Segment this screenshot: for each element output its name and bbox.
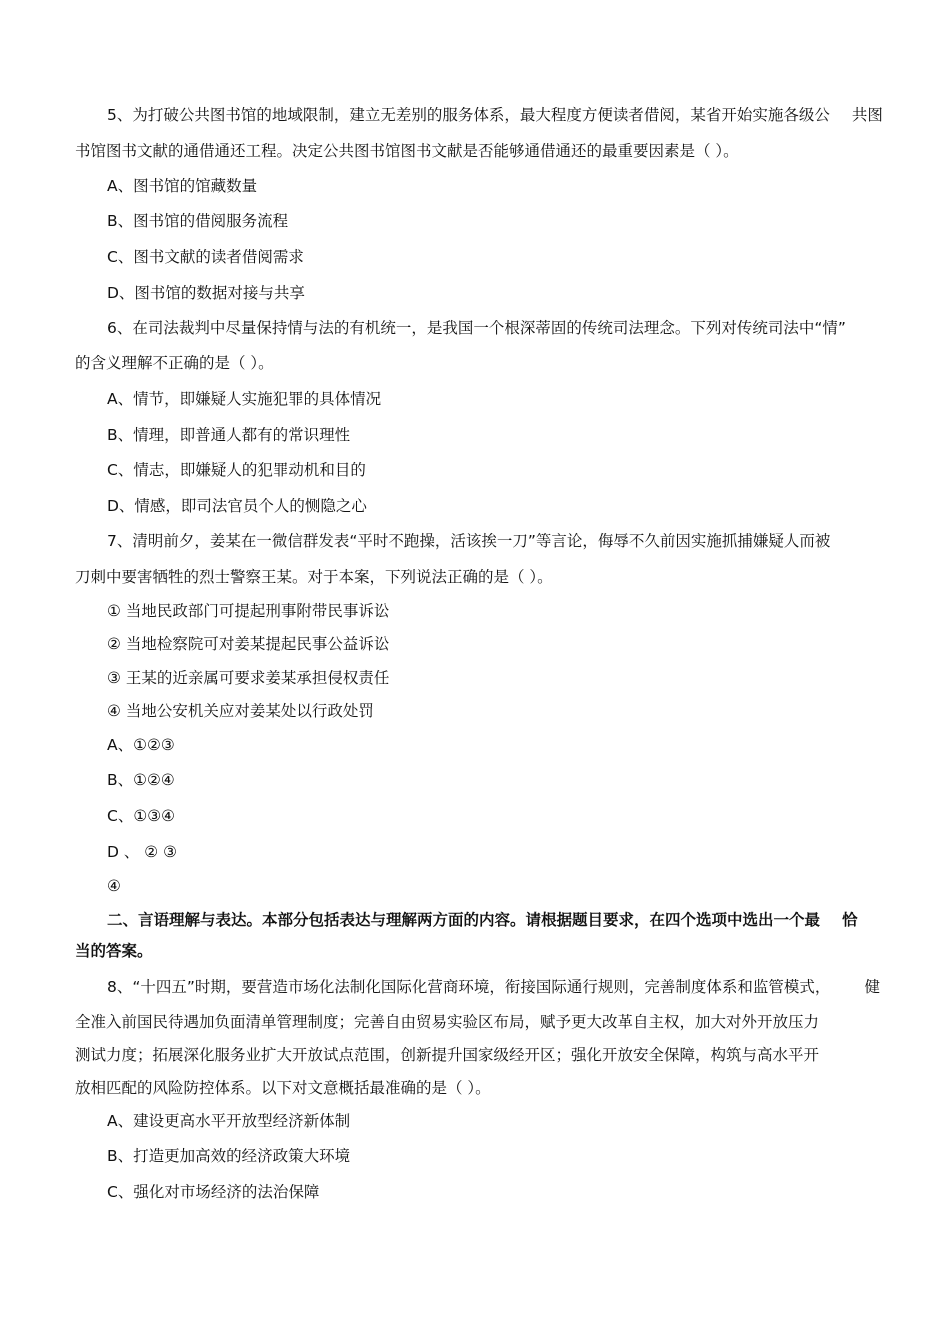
q6-option-d: D、情感，即司法官员个人的恻隐之心 (107, 497, 367, 515)
q6-stem-line2: 的含义理解不正确的是（ ）。 (75, 354, 274, 372)
q5-option-b: B、图书馆的借阅服务流程 (107, 212, 289, 230)
q7-stem-line2: 刀刺中要害牺牲的烈士警察王某。对于本案，下列说法正确的是（ ）。 (75, 568, 553, 586)
q7-statement-2: ② 当地检察院可对姜某提起民事公益诉讼 (107, 635, 390, 653)
q8-stem-line1-tail: 健 (864, 978, 880, 996)
q7-statement-3: ③ 王某的近亲属可要求姜某承担侵权责任 (107, 669, 390, 687)
q7-statement-4: ④ 当地公安机关应对姜某处以行政处罚 (107, 702, 374, 720)
section2-heading-tail: 恰 (842, 911, 858, 929)
q5-option-d: D、图书馆的数据对接与共享 (107, 284, 305, 302)
q5-option-c: C、图书文献的读者借阅需求 (107, 248, 304, 266)
section2-heading-line1 (107, 910, 858, 930)
q8-option-a: A、建设更高水平开放型经济新体制 (107, 1112, 351, 1130)
q6-stem-line1: 6、在司法裁判中尽量保持情与法的有机统一，是我国一个根深蒂固的传统司法理念。下列对传统司法中“情” (107, 319, 846, 337)
q7-option-b: B、①②④ (107, 771, 175, 789)
q5-stem-line1-tail: 共图 (851, 106, 883, 124)
q7-stem-line1: 7、清明前夕，姜某在一微信群发表“平时不跑操，活该挨一刀”等言论，侮辱不久前因实施抓捕嫌疑人而被 (107, 532, 831, 550)
q8-stem-line2: 全准入前国民待遇加负面清单管理制度；完善自由贸易实验区布局，赋予更大改革自主权，加大对外开放压力 (75, 1013, 820, 1031)
q7-statement-1: ① 当地民政部门可提起刑事附带民事诉讼 (107, 602, 390, 620)
q8-option-b: B、打造更加高效的经济政策大环境 (107, 1147, 351, 1165)
q5-option-a: A、图书馆的馆藏数量 (107, 177, 258, 195)
q7-option-a: A、①②③ (107, 736, 175, 754)
q7-option-d-tail: ④ (107, 877, 121, 895)
q5-stem-line1 (107, 105, 883, 125)
q6-option-a: A、情节，即嫌疑人实施犯罪的具体情况 (107, 390, 382, 408)
q6-option-b: B、情理，即普通人都有的常识理性 (107, 426, 351, 444)
q8-stem-line3: 测试力度；拓展深化服务业扩大开放试点范围，创新提升国家级经开区；强化开放安全保障，构筑与高水平开 (75, 1046, 820, 1064)
q5-stem-line1-text: 5、为打破公共图书馆的地域限制，建立无差别的服务体系，最大程度方便读者借阅，某省开始实施各级公 (107, 106, 830, 124)
q8-stem-line4: 放相匹配的风险防控体系。以下对文意概括最准确的是（ ）。 (75, 1079, 491, 1097)
q7-option-d: D 、 ② ③ (107, 843, 178, 861)
q6-option-c: C、情志，即嫌疑人的犯罪动机和目的 (107, 461, 366, 479)
q8-stem-line1-text: 8、“十四五”时期，要营造市场化法制化国际化营商环境，衔接国际通行规则，完善制度体系和监管模式， (107, 978, 831, 996)
section2-heading-line2: 当的答案。 (75, 942, 153, 960)
section2-heading-text: 二、言语理解与表达。本部分包括表达与理解两方面的内容。请根据题目要求，在四个选项中选出一个最 (107, 911, 821, 929)
q7-option-c: C、①③④ (107, 807, 176, 825)
q5-stem-line2: 书馆图书文献的通借通还工程。决定公共图书馆图书文献是否能够通借通还的最重要因素是（ ）。 (75, 142, 739, 160)
q8-stem-line1 (107, 977, 880, 997)
q8-option-c: C、强化对市场经济的法治保障 (107, 1183, 320, 1201)
